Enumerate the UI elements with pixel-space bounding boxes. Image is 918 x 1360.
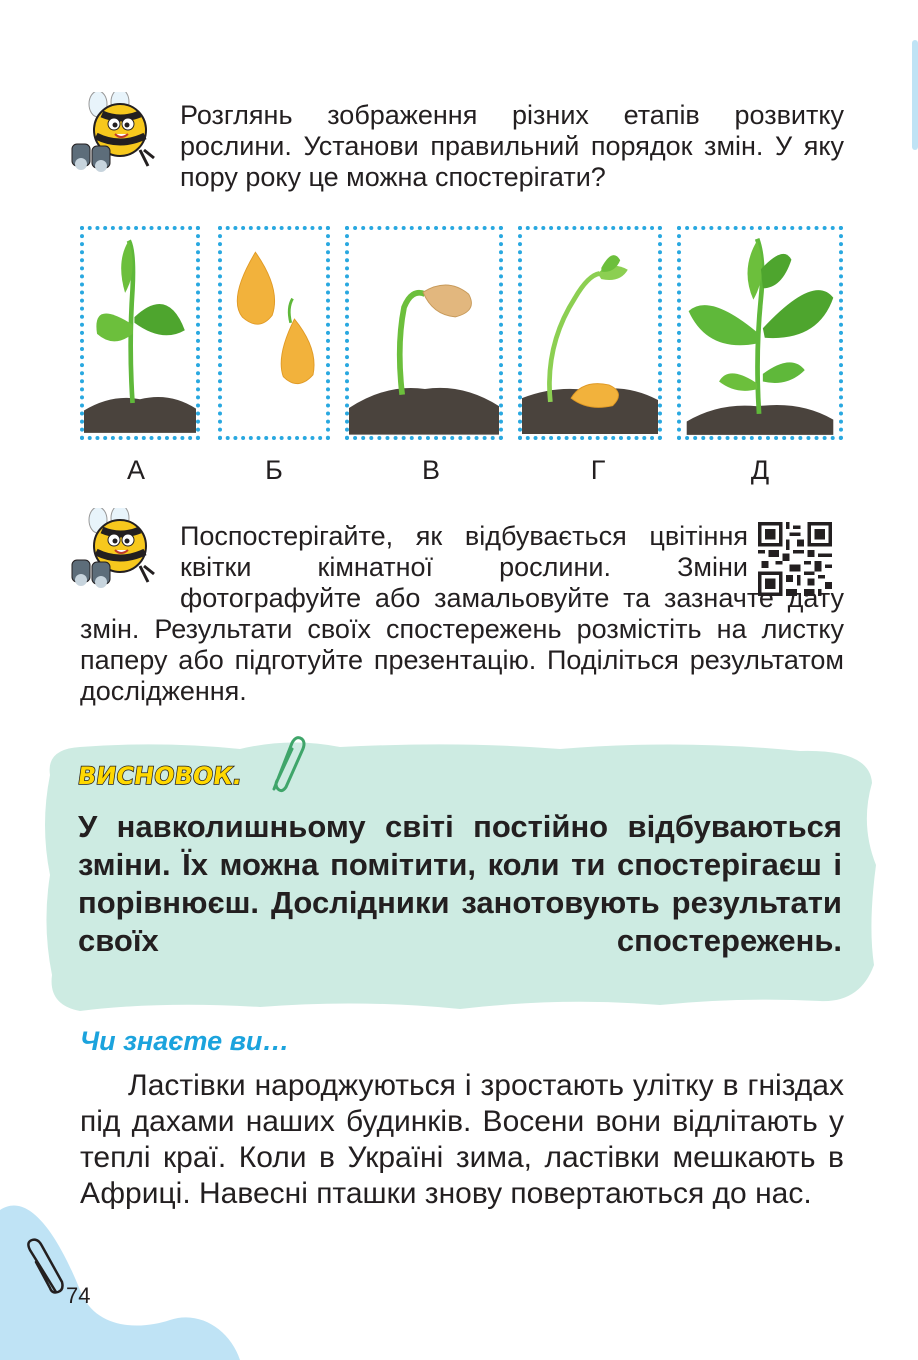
stage-frame-a <box>80 226 200 440</box>
task2-text: Поспостерігайте, як відбувається цвітіння квітки кімнатної рослини. Зміни фотографуйте або замальовуйте та зазначте дату змін. Результати своїх спостережень розмістіть на листку паперу або підготуйте презентацію. Поділіться результатом дослідження. <box>80 521 844 706</box>
task1-text: Розглянь зображення різних етапів розвитку рослини. Установи правильний порядок змін. У яку пору року це можна спостерігати? <box>180 100 844 192</box>
young-plant-icon <box>681 230 839 436</box>
sprout-hook-icon <box>349 230 499 436</box>
page-edge-tab <box>912 40 918 150</box>
conclusion-label: ВИСНОВОК. <box>76 762 244 790</box>
paperclip-icon <box>262 735 306 795</box>
did-you-know-title: Чи знаєте ви… <box>80 1026 290 1056</box>
seedling-two-leaves-icon <box>84 230 196 436</box>
stage-letter-a: А <box>126 455 145 485</box>
bee-with-binoculars-icon <box>68 92 158 182</box>
stage-frame-d <box>677 226 843 440</box>
conclusion-text: У навколишньому світі постійно відбуваються зміни. Їх можна помітити, коли ти спостерігаєш і порівнюєш. Дослідники занотовують результати своїх спостережень. <box>78 809 842 958</box>
stage-letter-v: В <box>421 455 440 485</box>
paperclip-icon <box>20 1236 66 1298</box>
stage-letter-d: Д <box>750 455 770 485</box>
stage-letter-g: Г <box>590 455 606 485</box>
seeds-icon <box>222 230 326 436</box>
stage-frame-v <box>345 226 503 440</box>
stage-letter-b: Б <box>265 455 283 485</box>
stage-frame-g <box>518 226 662 440</box>
did-you-know-text: Ластівки народжуються і зростають улітку в гніздах під дахами наших будинків. Восени вони відлітають у теплі краї. Коли в Україні зима, ластівки мешкають в Африці. Навесні пташки знову повертаються до нас. <box>80 1069 844 1210</box>
stage-frame-b <box>218 226 330 440</box>
page-number: 74 <box>66 1283 91 1308</box>
germinating-seed-icon <box>522 230 658 436</box>
